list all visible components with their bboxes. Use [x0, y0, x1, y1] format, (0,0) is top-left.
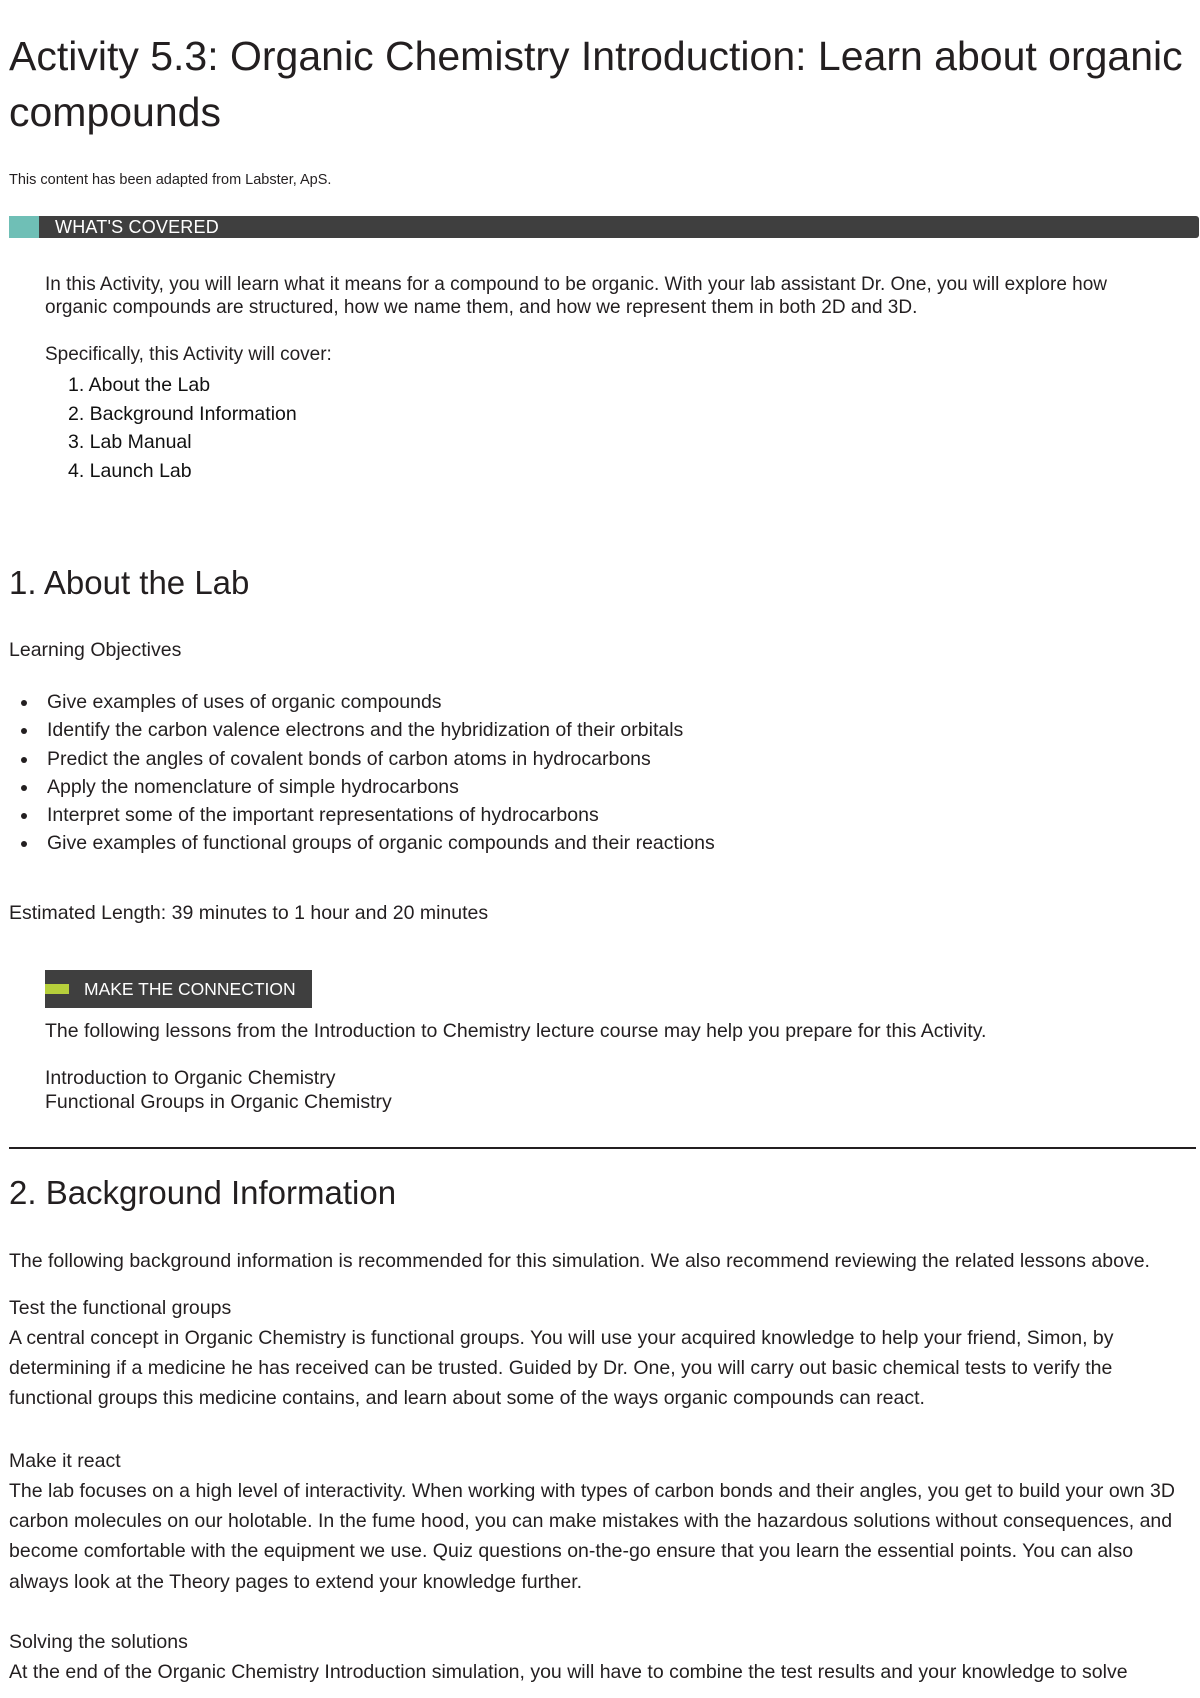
section-divider: [9, 1147, 1196, 1149]
estimated-length: Estimated Length: 39 minutes to 1 hour and 20 minutes: [9, 902, 489, 924]
topic-body: The lab focuses on a high level of interactivity. When working with types of carbon bonds and their angles, you get to build your own 3D carbon molecules on our holotable. In the fume hood, you can make mistakes with the hazardous solutions without consequences, and become comfortable with the equipment we use. Quiz questions on-the-go ensure that you learn the essential points. You can also always look at the Theory pages to extend your knowledge further.: [9, 1480, 1175, 1593]
covered-item-background[interactable]: 2. Background Information: [68, 402, 297, 425]
covered-item-about-lab[interactable]: 1. About the Lab: [68, 374, 211, 396]
topic-title: Solving the solutions: [9, 1631, 188, 1653]
whats-covered-specifically: Specifically, this Activity will cover:: [45, 344, 332, 365]
whats-covered-label: WHAT'S COVERED: [55, 217, 219, 237]
list-item: Give examples of uses of organic compounds: [47, 688, 715, 716]
section-heading-background: 2. Background Information: [9, 1174, 397, 1211]
list-item: Interpret some of the important representations of hydrocarbons: [47, 801, 715, 829]
whats-covered-banner: [9, 216, 1199, 238]
list-item: Predict the angles of covalent bonds of carbon atoms in hydrocarbons: [47, 745, 715, 773]
topic-test-functional-groups: [9, 1293, 1191, 1414]
background-intro: The following background information is recommended for this simulation. We also recommend reviewing the related lessons above.: [9, 1250, 1150, 1272]
lesson-link-functional-groups[interactable]: Functional Groups in Organic Chemistry: [45, 1091, 392, 1113]
topic-title: Make it react: [9, 1450, 121, 1472]
list-item: Apply the nomenclature of simple hydrocarbons: [47, 773, 715, 801]
bullet-icon: [21, 841, 27, 847]
covered-item-lab-manual[interactable]: 3. Lab Manual: [68, 431, 192, 453]
page-title: Activity 5.3: Organic Chemistry Introduction: Learn about organic compounds: [9, 33, 1183, 135]
topic-title: Test the functional groups: [9, 1297, 232, 1319]
make-the-connection-banner: [45, 970, 312, 1008]
section-heading-about-lab: 1. About the Lab: [9, 564, 250, 601]
bullet-icon: [21, 757, 27, 763]
whats-covered-intro-text: In this Activity, you will learn what it means for a compound to be organic. With your lab assistant Dr. One, you will explore how organic compounds are structured, how we name them, and how we represent them in both 2D and 3D.: [45, 274, 1108, 318]
list-item: Identify the carbon valence electrons and the hybridization of their orbitals: [47, 716, 715, 744]
banner-accent-bar: [9, 216, 39, 238]
topic-solving-solutions: [9, 1627, 1191, 1687]
list-item: Give examples of functional groups of organic compounds and their reactions: [47, 829, 715, 857]
make-the-connection-label: MAKE THE CONNECTION: [84, 979, 296, 999]
whats-covered-intro: [45, 273, 1155, 319]
learning-objectives-list: [47, 688, 715, 858]
topic-body: At the end of the Organic Chemistry Introduction simulation, you will have to combine the test results and your knowledge to solve: [9, 1661, 1128, 1683]
bullet-icon: [21, 813, 27, 819]
bullet-icon: [21, 728, 27, 734]
banner-accent-bar: [45, 984, 69, 994]
learning-objectives-heading: Learning Objectives: [9, 639, 182, 661]
lesson-link-intro-organic[interactable]: Introduction to Organic Chemistry: [45, 1067, 336, 1089]
topic-body: A central concept in Organic Chemistry is functional groups. You will use your acquired knowledge to help your friend, Simon, by determining if a medicine he has received can be trusted. Guided by Dr. One, you will carry out basic chemical tests to verify the functional groups this medicine contains, and learn about some of the ways organic compounds can react.: [9, 1327, 1114, 1410]
covered-item-launch-lab[interactable]: 4. Launch Lab: [68, 459, 192, 482]
covered-items-list: [68, 371, 297, 485]
related-lessons: [45, 1066, 392, 1114]
bullet-icon: [21, 700, 27, 706]
make-the-connection-text: The following lessons from the Introduction to Chemistry lecture course may help you prepare for this Activity.: [45, 1020, 987, 1042]
attribution-text: This content has been adapted from Labster, ApS.: [9, 172, 332, 188]
bullet-icon: [21, 785, 27, 791]
topic-make-it-react: [9, 1446, 1191, 1597]
